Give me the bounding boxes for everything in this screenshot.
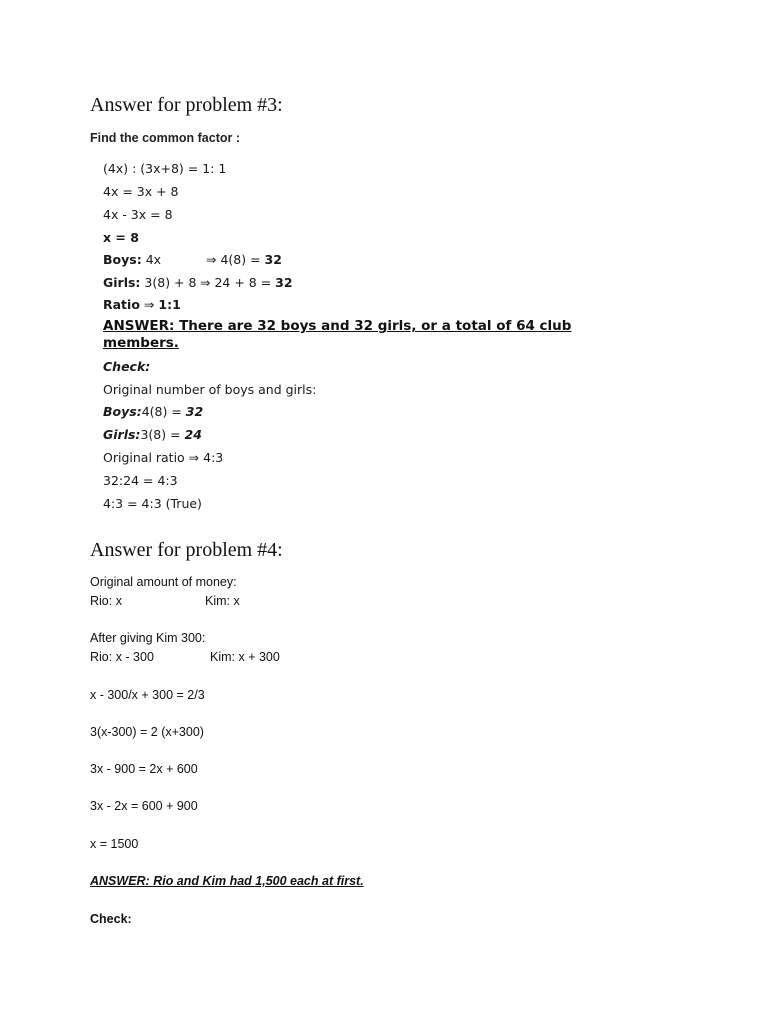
check-girls-line <box>103 427 202 442</box>
equation-line: 3x - 2x = 600 + 900 <box>90 799 198 813</box>
problem3-subheading: Find the common factor : <box>90 131 240 145</box>
check-line: 4:3 = 4:3 (True) <box>103 496 202 511</box>
boys-line <box>103 252 282 267</box>
rio-original: Rio: x <box>90 594 122 608</box>
equation-line-solution: x = 8 <box>103 230 139 245</box>
problem4-check-label: Check: <box>90 912 132 926</box>
ratio-value: 1:1 <box>158 297 181 312</box>
check-line: 32:24 = 4:3 <box>103 473 178 488</box>
boys-expr: 4x <box>145 252 162 267</box>
girls-result <box>200 275 293 290</box>
ratio-line <box>103 297 181 312</box>
check-boys-value: 32 <box>185 404 204 419</box>
boys-label: Boys: <box>103 252 142 267</box>
equation-line: x - 300/x + 300 = 2/3 <box>90 688 205 702</box>
problem4-heading: Answer for problem #4: <box>90 539 283 561</box>
kim-original: Kim: x <box>205 594 240 608</box>
check-label: Check: <box>103 359 151 374</box>
problem4-answer: ANSWER: Rio and Kim had 1,500 each at first. <box>90 874 364 888</box>
equation-line: 4x - 3x = 8 <box>103 207 173 222</box>
boys-value: 32 <box>264 252 282 267</box>
problem3-answer: ANSWER: There are 32 boys and 32 girls, or a total of 64 club members. <box>103 318 572 351</box>
check-girls-value: 24 <box>184 427 202 442</box>
check-boys-label: Boys: <box>103 404 142 419</box>
equation-line: 3x - 900 = 2x + 600 <box>90 762 198 776</box>
girls-line <box>103 275 293 290</box>
check-girls-label: Girls: <box>103 427 141 442</box>
rio-after: Rio: x - 300 <box>90 650 154 664</box>
girls-label: Girls: <box>103 275 141 290</box>
ratio-arrow: ⇒ <box>143 297 155 312</box>
ratio-label: Ratio <box>103 297 140 312</box>
girls-arrow: ⇒ 24 + 8 = <box>200 275 276 290</box>
girls-expr: 3(8) + 8 <box>144 275 197 290</box>
equation-line: 4x = 3x + 8 <box>103 184 179 199</box>
check-boys-line <box>103 404 203 419</box>
boys-result <box>206 252 282 267</box>
equation-line-solution: x = 1500 <box>90 837 139 851</box>
boys-arrow: ⇒ 4(8) = <box>206 252 265 267</box>
check-girls-expr: 3(8) = <box>140 427 185 442</box>
problem3-heading: Answer for problem #3: <box>90 94 283 116</box>
girls-value: 32 <box>275 275 293 290</box>
original-label: Original amount of money: <box>90 575 237 589</box>
equation-line: 3(x-300) = 2 (x+300) <box>90 725 204 739</box>
equation-line: (4x) : (3x+8) = 1: 1 <box>103 161 227 176</box>
after-label: After giving Kim 300: <box>90 631 206 645</box>
check-boys-expr: 4(8) = <box>141 404 186 419</box>
check-line: Original number of boys and girls: <box>103 382 317 397</box>
kim-after: Kim: x + 300 <box>210 650 280 664</box>
check-line: Original ratio ⇒ 4:3 <box>103 450 224 465</box>
